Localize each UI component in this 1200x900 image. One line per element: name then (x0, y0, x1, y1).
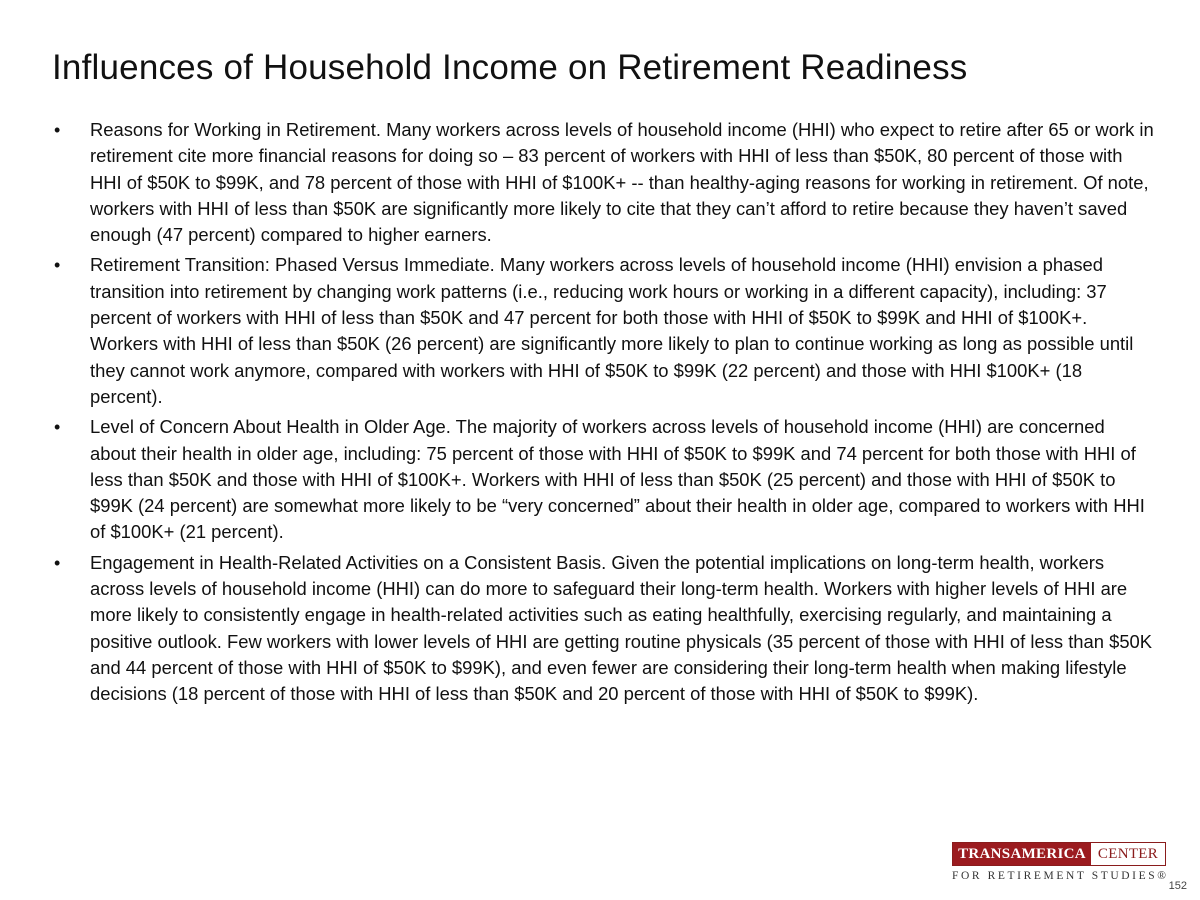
bullet-text: Engagement in Health-Related Activities on a Consistent Basis. Given the potential implications on long-term health, workers across levels of household income (HHI) can do more to safeguard their long-term health. Workers with higher levels of HHI are more likely to consistently engage in health-related activities such as eating healthfully, exercising regularly, and maintaining a positive outlook. Few workers with lower levels of HHI are getting routine physicals (35 percent of those with HHI of less than $50K and 44 percent of those with HHI of $50K to $99K), and even fewer are considering their long-term health when making lifestyle decisions (18 percent of those with HHI of less than $50K and 20 percent of those with HHI of $50K to $99K). (90, 551, 1153, 705)
bullet-text: Retirement Transition: Phased Versus Immediate. Many workers across levels of household income (HHI) envision a phased transition into retirement by changing work patterns (i.e., reducing work hours or working in a different capacity), including: 37 percent of workers with HHI of less than $50K and 47 percent for both those with HHI of $50K to $99K and HHI of $100K+. Workers with HHI of less than $50K (26 percent) are significantly more likely to plan to continue working as long as possible until they cannot work anymore, compared with workers with HHI of $50K to $99K (22 percent) and those with HHI $100K+ (18 percent). (90, 254, 1134, 407)
transamerica-logo (952, 842, 1169, 882)
slide-title: Influences of Household Income on Retirement Readiness (52, 48, 968, 87)
logo-wordmark (952, 842, 1166, 866)
logo-center: CENTER (1097, 845, 1159, 862)
bullet-dot-icon: • (54, 255, 61, 276)
page-number: 152 (1168, 880, 1187, 892)
bullet-item (54, 252, 1154, 410)
bullet-dot-icon: • (54, 552, 61, 573)
bullet-text: Reasons for Working in Retirement. Many workers across levels of household income (HHI) who expect to retire after 65 or work in retirement cite more financial reasons for doing so – 83 percent of workers with HHI of less than $50K, 80 percent of those with HHI of $50K to $99K, and 78 percent of those with HHI of $100K+ -- than healthy-aging reasons for working in retirement. Of note, workers with HHI of less than $50K are significantly more likely to cite that they can’t afford to retire because they haven’t saved enough (47 percent) compared to higher earners. (90, 119, 1154, 246)
logo-transamerica: TRANSAMERICA (953, 843, 1091, 865)
bullet-text: Level of Concern About Health in Older Age. The majority of workers across levels of household income (HHI) are concerned about their health in older age, including: 75 percent of those with HHI of $50K to $99K and 74 percent for both those with HHI of less than $50K and those with HHI of $100K+. Workers with HHI of less than $50K (25 percent) and those with HHI of $50K to $99K (24 percent) are somewhat more likely to be “very concerned” about their health in older age, compared to workers with HHI of $100K+ (21 percent). (90, 416, 1145, 543)
bullet-item (54, 414, 1154, 545)
bullet-list (54, 117, 1154, 712)
bullet-item (54, 117, 1154, 248)
bullet-dot-icon: • (54, 120, 61, 140)
logo-subtitle: FOR RETIREMENT STUDIES® (952, 870, 1169, 882)
bullet-dot-icon: • (54, 417, 61, 438)
bullet-item (54, 550, 1154, 708)
